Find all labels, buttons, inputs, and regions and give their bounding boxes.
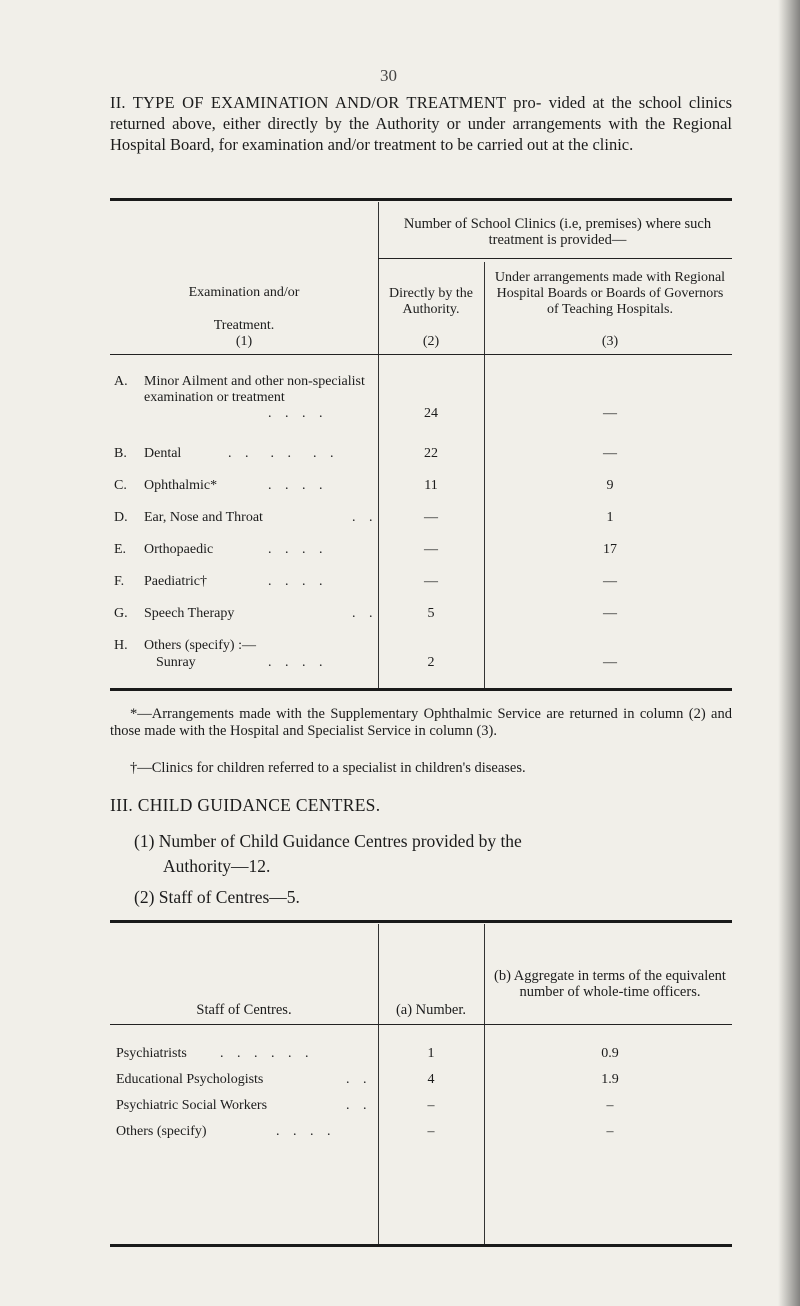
section-2-heading: II. TYPE OF EXAMINATION AND/OR TREATMENT pro- bbox=[110, 93, 542, 112]
table2-row-psychiatrists-number: 1 bbox=[427, 1046, 435, 1061]
table2-col-divider-2 bbox=[484, 924, 485, 1246]
table1-row-e-direct: — bbox=[424, 542, 438, 557]
section-2-intro bbox=[110, 92, 732, 155]
table1-row-g-direct: 5 bbox=[427, 606, 435, 621]
table1-row-b-dots: . . . . . . bbox=[228, 446, 339, 461]
table2-row-educational-label: Educational Psychologists bbox=[116, 1072, 264, 1087]
table2-row-educational-aggregate: 1.9 bbox=[601, 1072, 619, 1087]
table1-col-divider-2 bbox=[484, 262, 485, 690]
table1-top-rule bbox=[110, 198, 732, 201]
table2-header-rule bbox=[110, 1024, 732, 1025]
section-3-item-1-cont: Authority—12. bbox=[163, 856, 271, 876]
table1-row-g-letter: G. bbox=[114, 606, 128, 621]
table1-row-b-arranged: — bbox=[603, 446, 617, 461]
table1-row-e-arranged: 17 bbox=[603, 542, 617, 557]
table2-row-psychiatrists-label: Psychiatrists bbox=[116, 1046, 187, 1061]
table1-row-h-dots: . . . . bbox=[268, 655, 328, 670]
table1-row-c-dots: . . . . bbox=[268, 478, 328, 493]
table1-row-h-arranged: — bbox=[603, 655, 617, 670]
table1-row-d-letter: D. bbox=[114, 510, 128, 525]
table2-row-social-aggregate: – bbox=[606, 1098, 614, 1113]
table1-row-a-dots: . . . . bbox=[268, 406, 328, 421]
table2-col3-header: (b) Aggregate in terms of the equivalent number of whole-time officers. bbox=[494, 968, 726, 1000]
table2-row-social-dots: . . bbox=[346, 1098, 372, 1113]
table1-row-b-label: Dental bbox=[144, 446, 182, 461]
table1-row-b-letter: B. bbox=[114, 446, 127, 461]
table2-row-educational-dots: . . bbox=[346, 1072, 372, 1087]
table2-row-others-number: – bbox=[427, 1124, 435, 1139]
table1-row-c-label: Ophthalmic* bbox=[144, 478, 218, 493]
table1-row-f-label: Paediatric† bbox=[144, 574, 207, 589]
table2-row-others-label: Others (specify) bbox=[116, 1124, 207, 1139]
footnote-asterisk: *—Arrangements made with the Supplementary Ophthalmic Service are returned in column (2) and those made with the Hospital and Specialist Service in column (3). bbox=[110, 706, 732, 739]
table2-bottom-rule bbox=[110, 1244, 732, 1247]
table1-row-h-label: Others (specify) :— bbox=[144, 638, 256, 653]
page-edge-shadow bbox=[778, 0, 800, 1306]
table2-row-others-aggregate: – bbox=[606, 1124, 614, 1139]
table2-row-others-dots: . . . . bbox=[276, 1124, 336, 1139]
table1-row-a-label: Minor Ailment and other non-specialist examination or treatment bbox=[144, 374, 365, 405]
table1-header-group: Number of School Clinics (i.e, premises) where such treatment is provided— bbox=[403, 216, 712, 248]
table1-row-g-dots: . . bbox=[352, 606, 378, 621]
table1-row-d-arranged: 1 bbox=[606, 510, 614, 525]
table1-row-c-letter: C. bbox=[114, 478, 127, 493]
section-2-text: vided at the school clinics returned above, either directly by the Authority or under arrangements with the Regional Hospital Board, for examination and/or treatment to be carried out at the clinic. bbox=[110, 93, 733, 154]
table1-group-rule bbox=[378, 258, 732, 259]
table1-row-c-direct: 11 bbox=[424, 478, 438, 493]
table1-col-divider-1 bbox=[378, 202, 379, 690]
table1-row-a-arranged: — bbox=[603, 406, 617, 421]
table1-row-d-dots: . . bbox=[352, 510, 378, 525]
table1-row-d-direct: — bbox=[424, 510, 438, 525]
table1-row-g-arranged: — bbox=[603, 606, 617, 621]
table1-col1-number: (1) bbox=[235, 334, 253, 349]
table1-row-h-direct: 2 bbox=[427, 655, 435, 670]
page-number: 30 bbox=[380, 66, 397, 85]
section-3-heading: III. CHILD GUIDANCE CENTRES. bbox=[110, 795, 381, 815]
table1-row-f-direct: — bbox=[424, 574, 438, 589]
table1-row-h-sublabel: Sunray bbox=[156, 655, 196, 670]
table1-row-g-label: Speech Therapy bbox=[144, 606, 235, 621]
section-3-item-1: (1) Number of Child Guidance Centres provided by the bbox=[134, 831, 522, 851]
table1-row-d-label: Ear, Nose and Throat bbox=[144, 510, 263, 525]
table1-col3-header: Under arrangements made with Regional Hospital Boards or Boards of Governors of Teaching Hospitals. bbox=[494, 270, 726, 317]
table1-col2-number: (2) bbox=[422, 334, 440, 349]
table1-row-e-label: Orthopaedic bbox=[144, 542, 214, 557]
table2-row-psychiatrists-aggregate: 0.9 bbox=[601, 1046, 619, 1061]
table1-row-e-dots: . . . . bbox=[268, 542, 328, 557]
footnote-dagger: †—Clinics for children referred to a specialist in children's diseases. bbox=[130, 760, 526, 776]
table1-col3-number: (3) bbox=[601, 334, 619, 349]
table1-col1-header-2: Treatment. bbox=[213, 318, 275, 333]
table1-row-c-arranged: 9 bbox=[606, 478, 614, 493]
table1-row-a-letter: A. bbox=[114, 374, 128, 389]
section-3-item-2: (2) Staff of Centres—5. bbox=[134, 887, 300, 907]
table2-row-psychiatrists-dots: . . . . . . bbox=[220, 1046, 314, 1061]
table2-col1-header: Staff of Centres. bbox=[196, 1002, 292, 1018]
table1-row-b-direct: 22 bbox=[424, 446, 438, 461]
table1-header-rule bbox=[110, 354, 732, 355]
table1-row-a-direct: 24 bbox=[424, 406, 438, 421]
table2-col-divider-1 bbox=[378, 924, 379, 1246]
table2-col2-header: (a) Number. bbox=[395, 1002, 467, 1018]
table1-row-f-dots: . . . . bbox=[268, 574, 328, 589]
table2-top-rule bbox=[110, 920, 732, 923]
table1-col1-header: Examination and/or bbox=[188, 285, 300, 300]
table2-row-educational-number: 4 bbox=[427, 1072, 435, 1087]
table2-row-social-number: – bbox=[427, 1098, 435, 1113]
table1-row-h-letter: H. bbox=[114, 638, 128, 653]
table2-row-social-label: Psychiatric Social Workers bbox=[116, 1098, 268, 1113]
table1-row-e-letter: E. bbox=[114, 542, 127, 557]
table1-bottom-rule bbox=[110, 688, 732, 691]
table1-row-f-arranged: — bbox=[603, 574, 617, 589]
table1-row-f-letter: F. bbox=[114, 574, 125, 589]
table1-col2-header: Directly by the Authority. bbox=[389, 286, 473, 317]
